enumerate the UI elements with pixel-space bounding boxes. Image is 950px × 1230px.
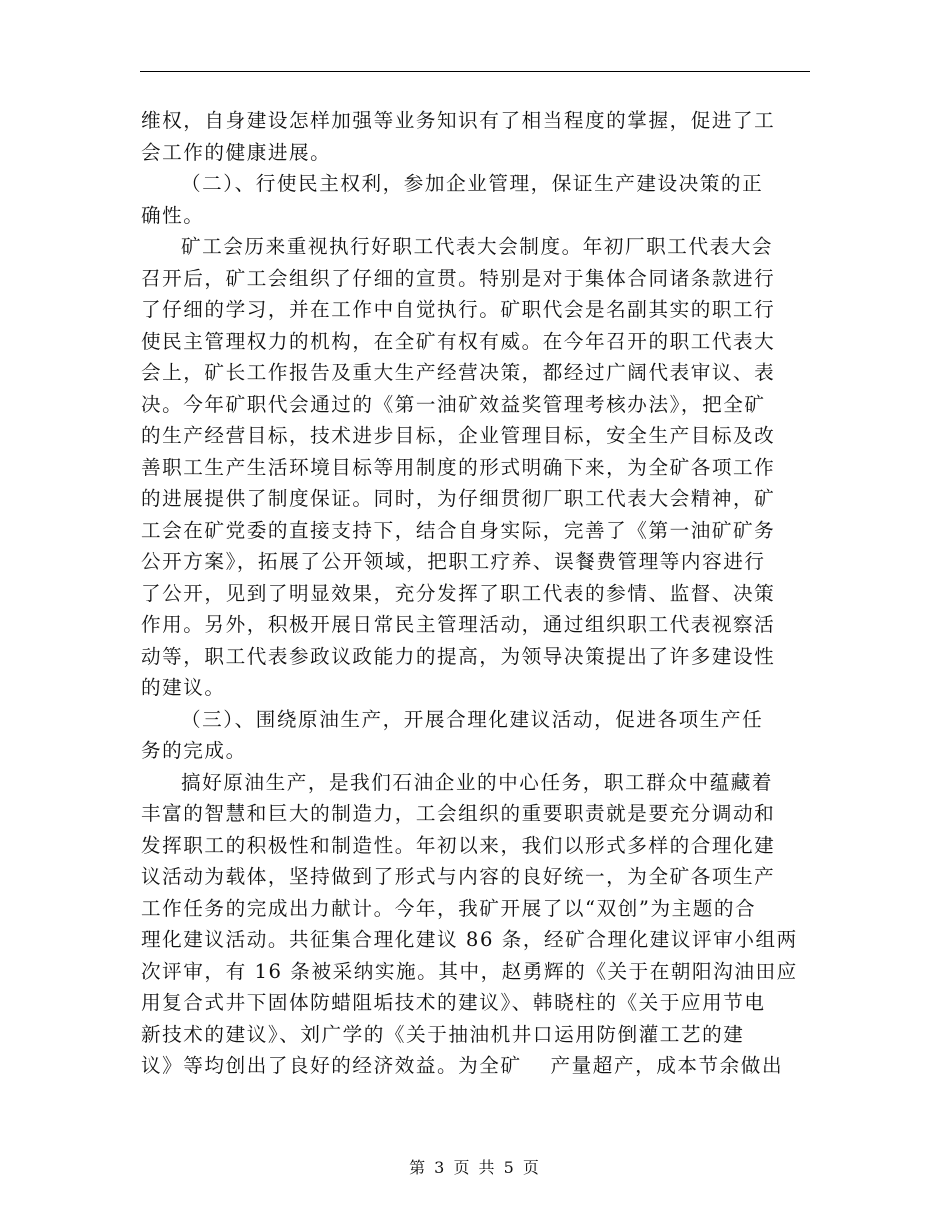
text-line: 用复合式井下固体防蜡阻垢技术的建议》、韩晓柱的《关于应用节电 [141, 991, 766, 1014]
text-line: 丰富的智慧和巨大的制造力，工会组织的重要职责就是要充分调动和 [141, 802, 776, 825]
text-line: 议》等均创出了良好的经济效益。为全矿 产量超产，成本节余做出 [141, 1054, 784, 1077]
paragraph-start: 搞好原油生产，是我们石油企业的中心任务，职工群众中蕴藏着 [181, 770, 774, 794]
text-line: 作用。另外，积极开展日常民主管理活动，通过组织职工代表视察活 [141, 613, 776, 636]
text-line: 召开后，矿工会组织了仔细的宣贯。特别是对于集体合同诸条款进行 [141, 266, 776, 290]
section-heading-3: （三）、围绕原油生产，开展合理化建议活动，促进各项生产任 [181, 707, 764, 731]
text-line: 的生产经营目标，技术进步目标，企业管理目标，安全生产目标及改 [141, 424, 776, 447]
text-line: 发挥职工的积极性和制造性。年初以来，我们以形式多样的合理化建 [141, 833, 776, 857]
text-line: 务的完成。 [141, 739, 247, 762]
text-line: 决。今年矿职代会通过的《第一油矿效益奖管理考核办法》，把全矿 [141, 392, 766, 416]
text-line: 动等，职工代表参政议政能力的提高，为领导决策提出了许多建设性 [141, 644, 776, 668]
text-line: 次评审，有 16 条被采纳实施。其中，赵勇辉的《关于在朝阳沟油田应 [141, 959, 798, 983]
text-line: 确性。 [141, 203, 205, 227]
section-heading-2: （二）、行使民主权利，参加企业管理，保证生产建设决策的正 [181, 172, 764, 195]
text-line: 了公开，见到了明显效果，充分发挥了职工代表的参情、监督、决策 [141, 581, 776, 605]
document-body [141, 105, 811, 1082]
page-number-footer: 第 3 页 共 5 页 [409, 1158, 541, 1177]
text-line: 新技术的建议》、刘广学的《关于抽油机井口运用防倒灌工艺的建 [141, 1022, 745, 1046]
header-rule [140, 71, 810, 72]
text-line: 的进展提供了制度保证。同时，为仔细贯彻厂职工代表大会精神，矿 [141, 487, 776, 510]
paragraph-start: 矿工会历来重视执行好职工代表大会制度。年初厂职工代表大会 [181, 235, 774, 258]
text-line: 工会在矿党委的直接支持下，结合自身实际，完善了《第一油矿矿务 [141, 518, 776, 542]
text-line: 公开方案》，拓展了公开领域，把职工疗养、误餐费管理等内容进行 [141, 550, 766, 573]
text-line: 会工作的健康进展。 [141, 140, 332, 164]
text-line: 理化建议活动。共征集合理化建议 86 条，经矿合理化建议评审小组两 [141, 928, 798, 951]
text-line: 的建议。 [141, 676, 226, 699]
text-line: 议活动为载体，坚持做到了形式与内容的良好统一，为全矿各项生产 [141, 865, 776, 888]
text-line: 维权，自身建设怎样加强等业务知识有了相当程度的掌握，促进了工 [141, 109, 776, 132]
text-line: 工作任务的完成出力献计。今年，我矿开展了以“双创”为主题的合 [141, 896, 757, 920]
text-line: 了仔细的学习，并在工作中自觉执行。矿职代会是名副其实的职工行 [141, 298, 776, 321]
text-line: 会上，矿长工作报告及重大生产经营决策，都经过广阔代表审议、表 [141, 361, 776, 384]
text-line: 使民主管理权力的机构，在全矿有权有威。在今年召开的职工代表大 [141, 329, 776, 353]
text-line: 善职工生产生活环境目标等用制度的形式明确下来，为全矿各项工作 [141, 455, 776, 479]
